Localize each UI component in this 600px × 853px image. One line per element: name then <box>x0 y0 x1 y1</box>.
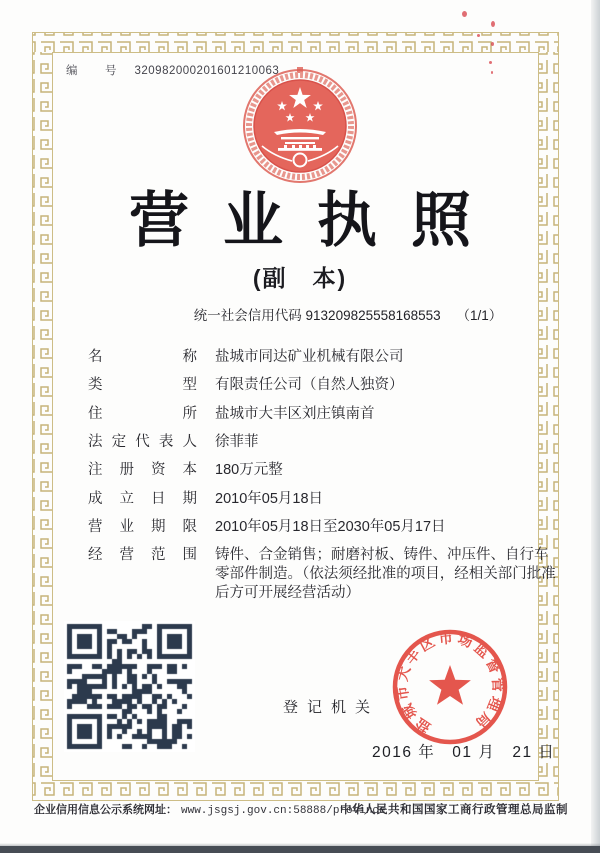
field-label: 法定代表人 <box>88 434 197 451</box>
field-value: 盐城市同达矿业机械有限公司 <box>215 349 404 365</box>
field-row <box>88 490 558 509</box>
serial-value: 320982000201601210063 <box>134 65 280 77</box>
field-value: 铸件、合金销售；耐磨衬板、铸件、冲压件、自行车零部件制造。（依法须经批准的项目，经相关部门批准后方可开展经营活动） <box>215 547 556 602</box>
official-red-seal <box>385 622 515 752</box>
field-row <box>88 518 558 537</box>
field-value: 180万元整 <box>215 462 283 479</box>
field-row <box>88 461 558 480</box>
document-title: 营业执照 <box>129 187 505 254</box>
footer-publicity-url <box>34 801 386 817</box>
field-label: 住所 <box>88 405 197 422</box>
qr-code <box>64 621 195 752</box>
field-label: 名称 <box>88 349 197 365</box>
ink-speck <box>491 21 495 27</box>
field-row <box>88 376 558 395</box>
footer-url-label: 企业信用信息公示系统网址： <box>34 804 177 816</box>
seal-text: 盐城市大丰区市场监督管理局 <box>394 630 506 736</box>
footer-url-value: www.jsgsj.gov.cn:58888/province <box>181 805 386 817</box>
field-row <box>88 405 558 424</box>
field-label: 营业期限 <box>88 519 197 536</box>
seal-star-icon <box>429 665 471 705</box>
ink-speck <box>491 42 494 46</box>
ink-speck <box>489 61 492 64</box>
field-value: 盐城市大丰区刘庄镇南首 <box>215 405 375 422</box>
field-value: 2010年05月18日至2030年05月17日 <box>215 519 446 536</box>
fields-list <box>88 348 558 612</box>
ink-speck <box>477 34 480 37</box>
scan-edge-right <box>591 0 600 853</box>
footer-issuer: 中华人民共和国国家工商行政管理总局监制 <box>340 804 568 816</box>
field-row <box>88 348 558 367</box>
ink-speck <box>462 11 467 17</box>
credit-code-pages: （1/1） <box>456 308 503 323</box>
registration-authority-label: 登记机关 <box>283 699 380 716</box>
national-emblem-icon <box>234 66 366 194</box>
field-value: 徐菲菲 <box>215 434 259 451</box>
credit-code-line <box>0 304 600 324</box>
credit-code-label: 统一社会信用代码 <box>193 308 302 323</box>
field-label: 成立日期 <box>88 490 197 507</box>
field-label: 注册资本 <box>88 462 197 479</box>
field-label: 经营范围 <box>88 547 197 564</box>
document-subtitle: (副 本) <box>252 265 348 291</box>
field-row <box>88 433 558 452</box>
field-value: 有限责任公司（自然人独资） <box>215 377 404 394</box>
field-row <box>88 546 558 603</box>
serial-label: 编 号 <box>66 65 125 77</box>
field-value: 2010年05月18日 <box>215 490 324 507</box>
credit-code-value: 913209825558168553 <box>305 308 441 323</box>
ink-speck <box>491 71 493 74</box>
field-label: 类型 <box>88 377 197 394</box>
scan-edge-bottom <box>0 846 600 853</box>
registration-date: 2016 年 01 月 21 日 <box>372 744 556 761</box>
